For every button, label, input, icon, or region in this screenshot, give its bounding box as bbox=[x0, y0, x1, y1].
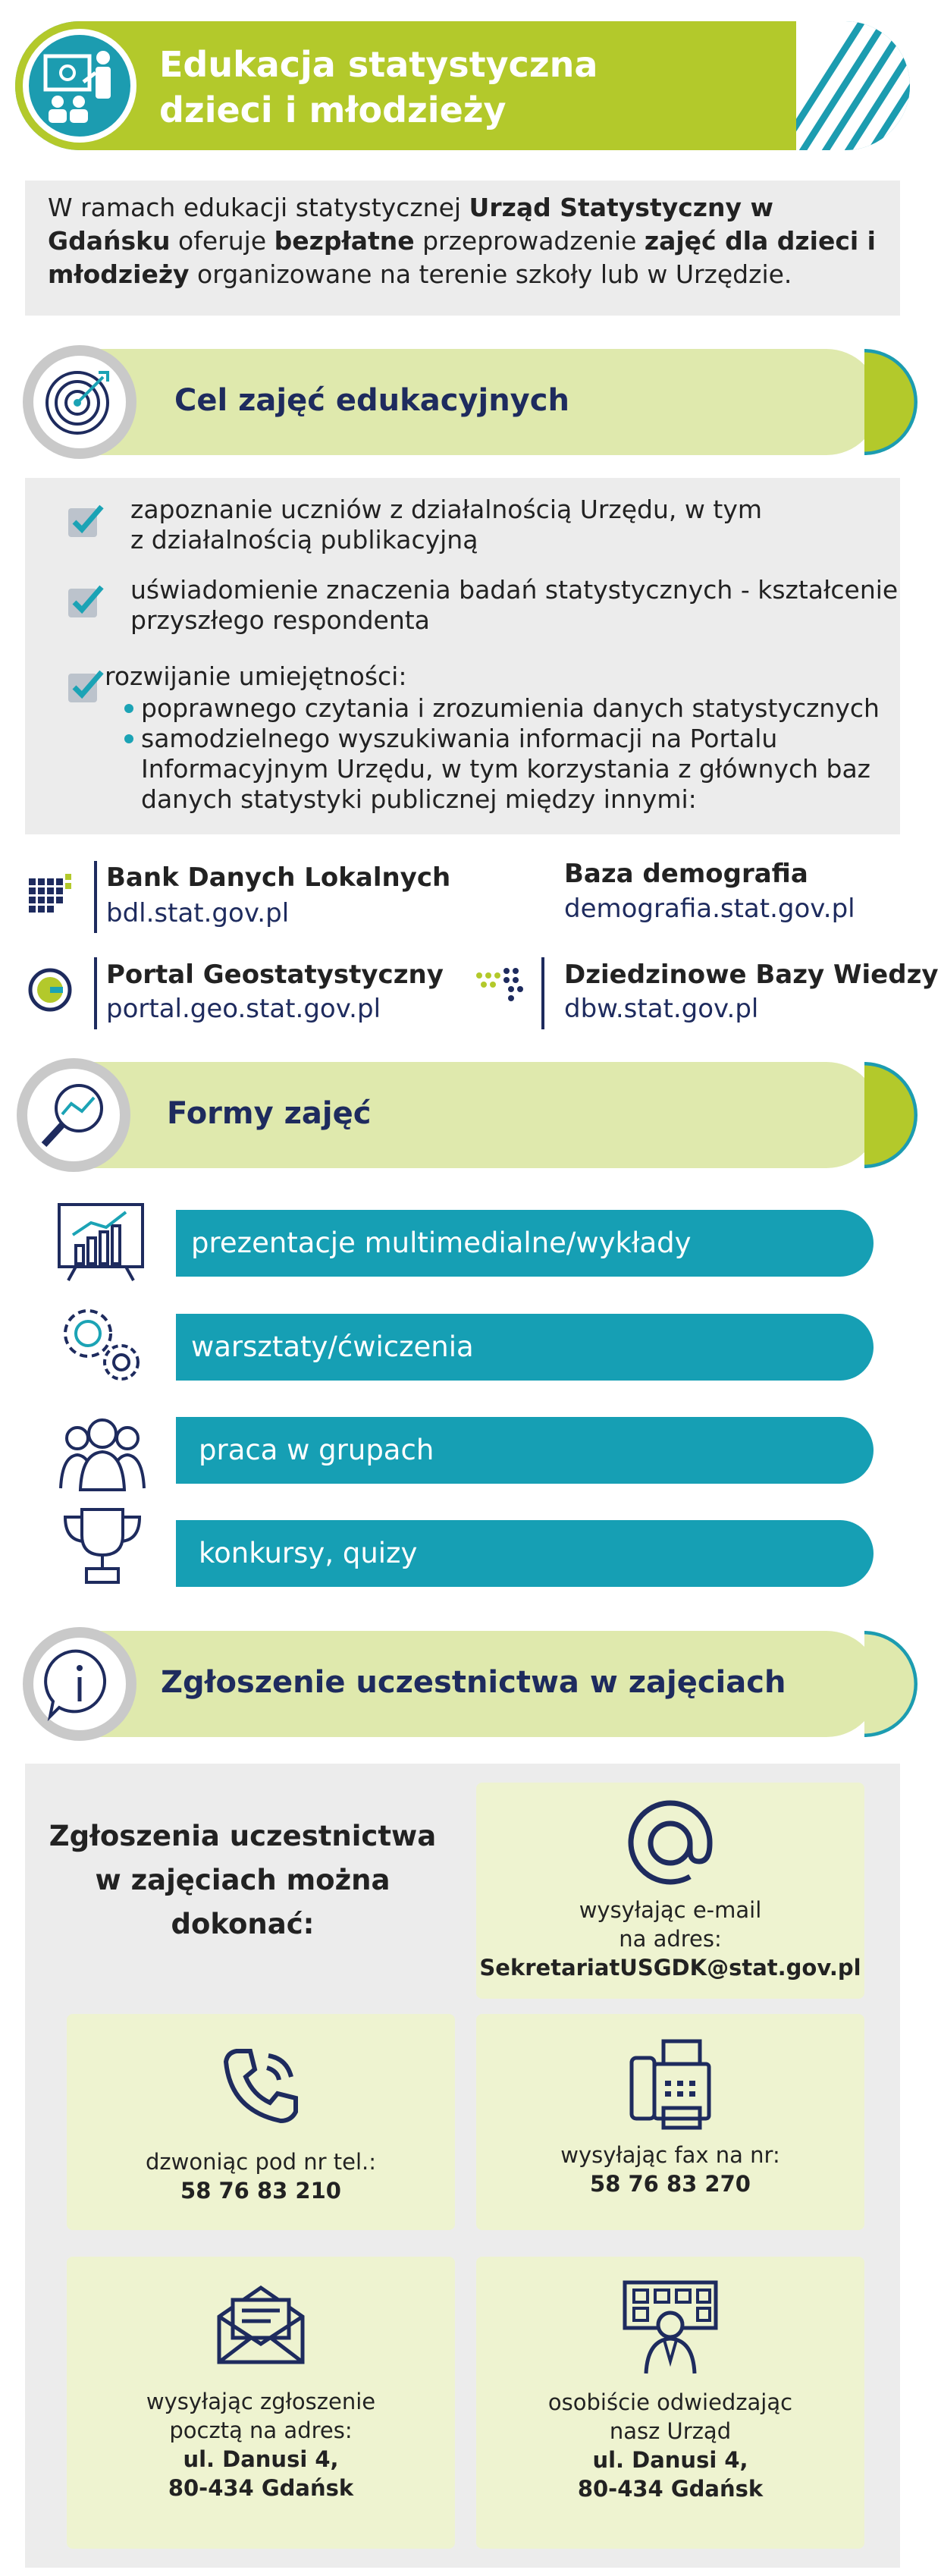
goal-item-line: uświadomienie znaczenia badań statystycznych - kształcenie bbox=[130, 575, 899, 605]
forms-section-title: Formy zajęć bbox=[167, 1096, 372, 1131]
checkbox-checked-icon bbox=[67, 668, 105, 705]
registration-banner-cap bbox=[864, 1631, 917, 1737]
intro-audience-text: zajęć dla dzieci i młodzieży bbox=[48, 226, 876, 289]
dbw-logo-icon bbox=[475, 965, 528, 1013]
form-item-contests: konkursy, quizy bbox=[176, 1520, 874, 1587]
goal-sub-item-line: Informacyjnym Urzędu, w tym korzystania z głównych baz bbox=[141, 754, 870, 784]
trophy-icon bbox=[53, 1505, 152, 1591]
registration-section-title: Zgłoszenie uczestnictwa w zajęciach bbox=[161, 1665, 786, 1700]
email-label: na adres: bbox=[619, 1926, 722, 1952]
intro-text: przeprowadzenie bbox=[414, 226, 645, 256]
target-icon bbox=[23, 345, 136, 459]
goal-item-line: zapoznanie uczniów z działalnością Urzędu, w tym bbox=[130, 495, 762, 524]
db-demografia-name: Baza demografia bbox=[564, 859, 808, 889]
goal-sub-item-line: samodzielnego wyszukiwania informacji na Portalu bbox=[141, 724, 778, 753]
phone-card bbox=[67, 2014, 455, 2230]
page-title-line-2: dzieci i młodzieży bbox=[159, 90, 507, 130]
bullet-icon bbox=[124, 704, 133, 713]
phone-icon bbox=[67, 2040, 455, 2138]
intro-text: organizowane na terenie szkoły lub w Urzędzie. bbox=[189, 259, 792, 289]
presentation-chart-icon bbox=[53, 1200, 152, 1286]
goal-item bbox=[130, 575, 898, 636]
form-item-presentation: prezentacje multimedialne/wykłady bbox=[176, 1210, 874, 1277]
db-divider bbox=[94, 957, 97, 1029]
bdl-logo-icon bbox=[27, 872, 73, 921]
visit-address: 80-434 Gdańsk bbox=[577, 2476, 764, 2502]
db-divider bbox=[541, 957, 544, 1029]
post-address: 80-434 Gdańsk bbox=[168, 2475, 354, 2501]
goal-sub-item-line: poprawnego czytania i zrozumienia danych statystycznych bbox=[141, 693, 880, 723]
intro-box bbox=[25, 181, 900, 316]
intro-free-text: bezpłatne bbox=[274, 226, 415, 256]
intro-text: oferuje bbox=[170, 226, 274, 256]
post-address: ul. Danusi 4, bbox=[183, 2446, 339, 2472]
phone-label: dzwoniąc pod nr tel.: bbox=[145, 2149, 377, 2175]
teacher-icon bbox=[23, 29, 136, 143]
envelope-icon bbox=[67, 2283, 455, 2373]
visit-label: osobiście odwiedzając bbox=[547, 2389, 793, 2415]
page-title-line-1: Edukacja statystyczna bbox=[159, 44, 598, 85]
header-stripes-decoration bbox=[796, 21, 910, 150]
db-dbw-name: Dziedzinowe Bazy Wiedzy bbox=[564, 960, 939, 990]
form-item-groupwork: praca w grupach bbox=[176, 1417, 874, 1484]
db-dbw-link[interactable]: dbw.stat.gov.pl bbox=[564, 994, 759, 1024]
geostat-logo-icon bbox=[27, 967, 73, 1016]
checkbox-checked-icon bbox=[67, 583, 105, 620]
db-divider bbox=[94, 861, 97, 933]
intro-text: W ramach edukacji statystycznej bbox=[48, 193, 469, 222]
db-geostat-name: Portal Geostatystyczny bbox=[106, 960, 444, 990]
registration-intro bbox=[45, 1814, 440, 1946]
goals-section-title: Cel zajęć edukacyjnych bbox=[174, 383, 569, 418]
goal-item-line: przyszłego respondenta bbox=[130, 605, 430, 635]
phone-number: 58 76 83 210 bbox=[180, 2178, 341, 2204]
db-geostat-link[interactable]: portal.geo.stat.gov.pl bbox=[106, 994, 381, 1024]
goal-item bbox=[105, 661, 406, 692]
registration-intro-line: dokonać: bbox=[171, 1908, 315, 1940]
fax-card bbox=[476, 2014, 864, 2230]
registration-intro-line: w zajęciach można bbox=[95, 1864, 391, 1896]
page-title bbox=[159, 42, 766, 133]
visit-address: ul. Danusi 4, bbox=[592, 2447, 748, 2473]
goals-banner-cap bbox=[864, 349, 917, 455]
goal-item-line: rozwijanie umiejętności: bbox=[105, 661, 407, 691]
db-bdl-link[interactable]: bdl.stat.gov.pl bbox=[106, 898, 290, 928]
db-bdl-name: Bank Danych Lokalnych bbox=[106, 862, 451, 893]
at-sign-icon bbox=[476, 1798, 864, 1896]
forms-banner-cap bbox=[864, 1062, 917, 1168]
email-address-link[interactable]: SekretariatUSGDK@stat.gov.pl bbox=[479, 1955, 861, 1981]
goal-sub-item-line: danych statystyki publicznej między innymi: bbox=[141, 784, 697, 814]
fax-number: 58 76 83 270 bbox=[590, 2171, 751, 2197]
email-label: wysyłając e-mail bbox=[579, 1897, 762, 1923]
form-item-workshops: warsztaty/ćwiczenia bbox=[176, 1314, 874, 1381]
intro-office-name: Urząd Statystyczny w Gdańsku bbox=[48, 193, 773, 256]
magnifier-chart-icon bbox=[17, 1058, 130, 1172]
post-card bbox=[67, 2257, 455, 2549]
group-icon bbox=[53, 1409, 152, 1496]
office-clerk-icon bbox=[476, 2278, 864, 2383]
post-label: pocztą na adres: bbox=[169, 2417, 353, 2443]
fax-icon bbox=[476, 2035, 864, 2141]
db-demografia-link[interactable]: demografia.stat.gov.pl bbox=[564, 894, 855, 924]
fax-label: wysyłając fax na nr: bbox=[560, 2142, 780, 2168]
visit-card bbox=[476, 2257, 864, 2549]
info-bubble-icon bbox=[23, 1627, 136, 1741]
visit-label: nasz Urząd bbox=[609, 2418, 732, 2444]
post-label: wysyłając zgłoszenie bbox=[146, 2389, 376, 2414]
goal-sub-item bbox=[124, 693, 880, 815]
gears-icon bbox=[53, 1303, 152, 1390]
goal-item-line: z działalnością publikacyjną bbox=[130, 525, 478, 554]
checkbox-checked-icon bbox=[67, 502, 105, 540]
bullet-icon bbox=[124, 734, 133, 743]
registration-intro-line: Zgłoszenia uczestnictwa bbox=[49, 1820, 437, 1852]
email-card bbox=[476, 1783, 864, 1999]
goal-item bbox=[130, 495, 762, 555]
